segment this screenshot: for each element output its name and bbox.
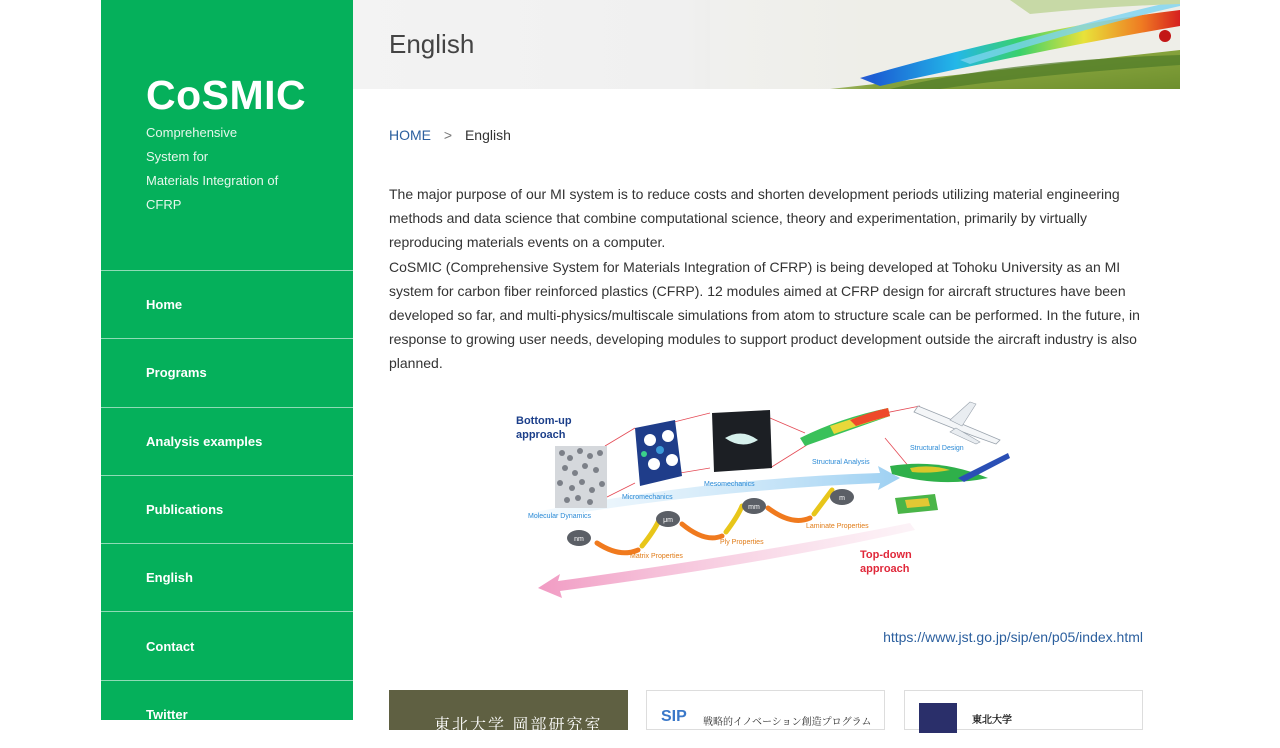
- sip-logo: SIP: [661, 708, 687, 725]
- intro-text: [389, 182, 1149, 376]
- molecular-dynamics-image: [555, 446, 607, 508]
- stage-label-mesomechanics: Mesomechanics: [704, 481, 755, 488]
- top-down-label-1: Top-down: [860, 549, 912, 561]
- banner-tohoku[interactable]: [904, 690, 1143, 730]
- sip-text: 戦略的イノベーション創造プログラム: [703, 717, 872, 728]
- tagline-line: Comprehensive: [146, 125, 238, 140]
- tohoku-text: 東北大学: [972, 715, 1012, 726]
- breadcrumb: [389, 127, 511, 143]
- bottom-up-label-1: Bottom-up: [516, 415, 572, 427]
- intro-paragraph: The major purpose of our MI system is to reduce costs and shorten development periods utilizing material engineering methods and data science that combine computational science, theory and experimentation, primarily by virtually reproducing materials events on a computer.: [389, 186, 1120, 251]
- property-label-ply: Ply Properties: [720, 539, 764, 546]
- page-header: [353, 0, 1180, 89]
- nav-item-publications[interactable]: Publications: [101, 475, 353, 543]
- site-logo[interactable]: CoSMIC: [146, 72, 307, 118]
- scale-mm: mm: [748, 504, 760, 511]
- bottom-up-label-2: approach: [516, 429, 566, 441]
- nav-item-home[interactable]: Home: [101, 270, 353, 338]
- stage-label-micromechanics: Micromechanics: [622, 494, 673, 501]
- tagline-line: System for: [146, 149, 209, 164]
- banner-sip[interactable]: [646, 690, 885, 730]
- stage-label-structural-design: Structural Design: [910, 445, 964, 452]
- scale-m: m: [839, 495, 845, 502]
- property-label-matrix: Matrix Properties: [630, 553, 683, 560]
- stage-label-structural-analysis: Structural Analysis: [812, 459, 870, 466]
- mesomechanics-image: [712, 410, 772, 472]
- nav-item-twitter[interactable]: Twitter: [101, 680, 353, 748]
- intro-paragraph: CoSMIC (Comprehensive System for Materials Integration of CFRP) is being developed at Tohoku University as an MI system for carbon fiber reinforced plastics (CFRP). 12 modules aimed at CFRP design for aircraft structures have been developed so far, and multi-physics/multiscale simulations from atom to structure scale can be performed. In the future, in response to growing user needs, developing modules to support product development outside the aircraft industry is also planned.: [389, 258, 1140, 372]
- breadcrumb-home-link[interactable]: HOME: [389, 127, 431, 143]
- scale-nm: nm: [574, 536, 584, 543]
- micromechanics-image: [635, 420, 682, 486]
- property-label-laminate: Laminate Properties: [806, 523, 869, 530]
- breadcrumb-current: English: [464, 127, 511, 143]
- multiscale-diagram: [510, 398, 1020, 600]
- university-seal-icon: [919, 703, 957, 733]
- nav-item-english[interactable]: English: [101, 543, 353, 611]
- property-arrows: [597, 508, 810, 553]
- banner-lab[interactable]: 東北大学 岡部研究室: [389, 690, 628, 730]
- structural-analysis-image: [800, 408, 890, 446]
- top-down-label-2: approach: [860, 563, 910, 575]
- nav-item-analysis-examples[interactable]: Analysis examples: [101, 407, 353, 475]
- aircraft-image: [914, 402, 1000, 444]
- main-nav: [101, 270, 353, 748]
- breadcrumb-separator: >: [443, 127, 453, 143]
- page-title: English: [389, 29, 475, 59]
- tagline-line: CFRP: [146, 197, 182, 212]
- tagline-line: Materials Integration of: [146, 173, 279, 188]
- jst-sip-link[interactable]: https://www.jst.go.jp/sip/en/p05/index.html: [883, 629, 1143, 645]
- scale-um: μm: [663, 517, 673, 524]
- site-tagline: [146, 121, 326, 217]
- header-simulation-image: [710, 0, 1180, 89]
- sidebar: [101, 0, 353, 720]
- nav-item-programs[interactable]: Programs: [101, 338, 353, 406]
- nav-item-contact[interactable]: Contact: [101, 611, 353, 679]
- stage-label-molecular-dynamics: Molecular Dynamics: [528, 513, 592, 520]
- structural-design-image: [890, 453, 1010, 514]
